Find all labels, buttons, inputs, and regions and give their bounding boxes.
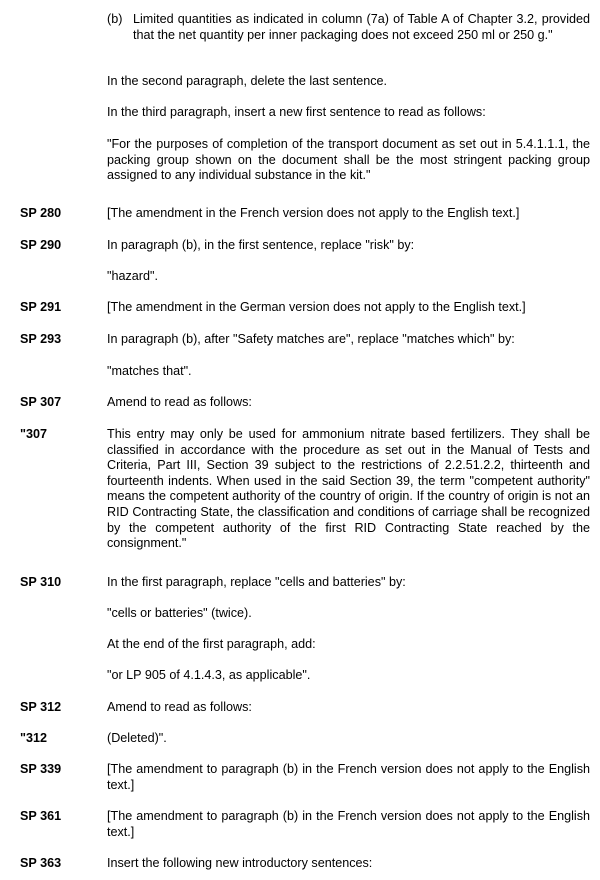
sp-293-label: SP 293 bbox=[20, 332, 62, 346]
sp-339-label: SP 339 bbox=[20, 762, 62, 776]
sp-312-text: Amend to read as follows: bbox=[107, 700, 252, 714]
sp-290-text: In paragraph (b), in the first sentence, replace "risk" by: bbox=[107, 238, 415, 252]
sp-312-label: SP 312 bbox=[20, 700, 62, 714]
item-b-text: Limited quantities as indicated in column (7a) of Table A of Chapter 3.2, provided that the net quantity per inner packaging does not exceed 250 ml or 250 g." bbox=[133, 12, 590, 42]
sp-339-text: [The amendment to paragraph (b) in the French version does not apply to the English text.] bbox=[107, 762, 590, 792]
second-paragraph-instruction: In the second paragraph, delete the last sentence. bbox=[107, 74, 388, 88]
sp-363-label: SP 363 bbox=[20, 856, 62, 870]
sp-291-label: SP 291 bbox=[20, 300, 62, 314]
sp-361-text: [The amendment to paragraph (b) in the French version does not apply to the English text.] bbox=[107, 809, 590, 839]
sp-310-label: SP 310 bbox=[20, 575, 62, 589]
new-307-text: This entry may only be used for ammonium nitrate based fertilizers. They shall be classified in accordance with the procedure as set out in the Manual of Tests and Criteria, Part III, Section 39 subject to the restrictions of 2.2.51.2.2, thirteenth and fourteenth indents. When used in the said Section 39, the term "competent authority" means the competent authority of the country of origin. If the country of origin is not an RID Contracting State, the classification and conditions of carriage shall be recognized by the competent authority of the first RID Contracting State reached by the consignment." bbox=[107, 427, 590, 551]
third-paragraph-instruction: In the third paragraph, insert a new first sentence to read as follows: bbox=[107, 105, 486, 119]
sp-361-label: SP 361 bbox=[20, 809, 62, 823]
sp-310-add-instruction: At the end of the first paragraph, add: bbox=[107, 637, 316, 651]
sp-310-replacement: "cells or batteries" (twice). bbox=[107, 606, 252, 620]
sp-293-text: In paragraph (b), after "Safety matches are", replace "matches which" by: bbox=[107, 332, 515, 346]
item-b-label: (b) bbox=[107, 12, 123, 26]
new-307-label: "307 bbox=[20, 427, 47, 441]
new-first-sentence-quote: "For the purposes of completion of the transport document as set out in 5.4.1.1.1, the packing group shown on the document shall be the most stringent packing group assigned to any individual substance in the kit." bbox=[107, 137, 590, 183]
sp-363-text: Insert the following new introductory sentences: bbox=[107, 856, 373, 870]
sp-290-label: SP 290 bbox=[20, 238, 62, 252]
sp-291-text: [The amendment in the German version does not apply to the English text.] bbox=[107, 300, 526, 314]
new-312-label: "312 bbox=[20, 731, 47, 745]
new-312-text: (Deleted)". bbox=[107, 731, 167, 745]
sp-280-text: [The amendment in the French version does not apply to the English text.] bbox=[107, 206, 520, 220]
sp-307-text: Amend to read as follows: bbox=[107, 395, 252, 409]
sp-310-addition: "or LP 905 of 4.1.4.3, as applicable". bbox=[107, 668, 311, 682]
sp-307-label: SP 307 bbox=[20, 395, 62, 409]
sp-280-label: SP 280 bbox=[20, 206, 62, 220]
sp-290-replacement: "hazard". bbox=[107, 269, 158, 283]
sp-293-replacement: "matches that". bbox=[107, 364, 192, 378]
sp-310-text: In the first paragraph, replace "cells and batteries" by: bbox=[107, 575, 406, 589]
